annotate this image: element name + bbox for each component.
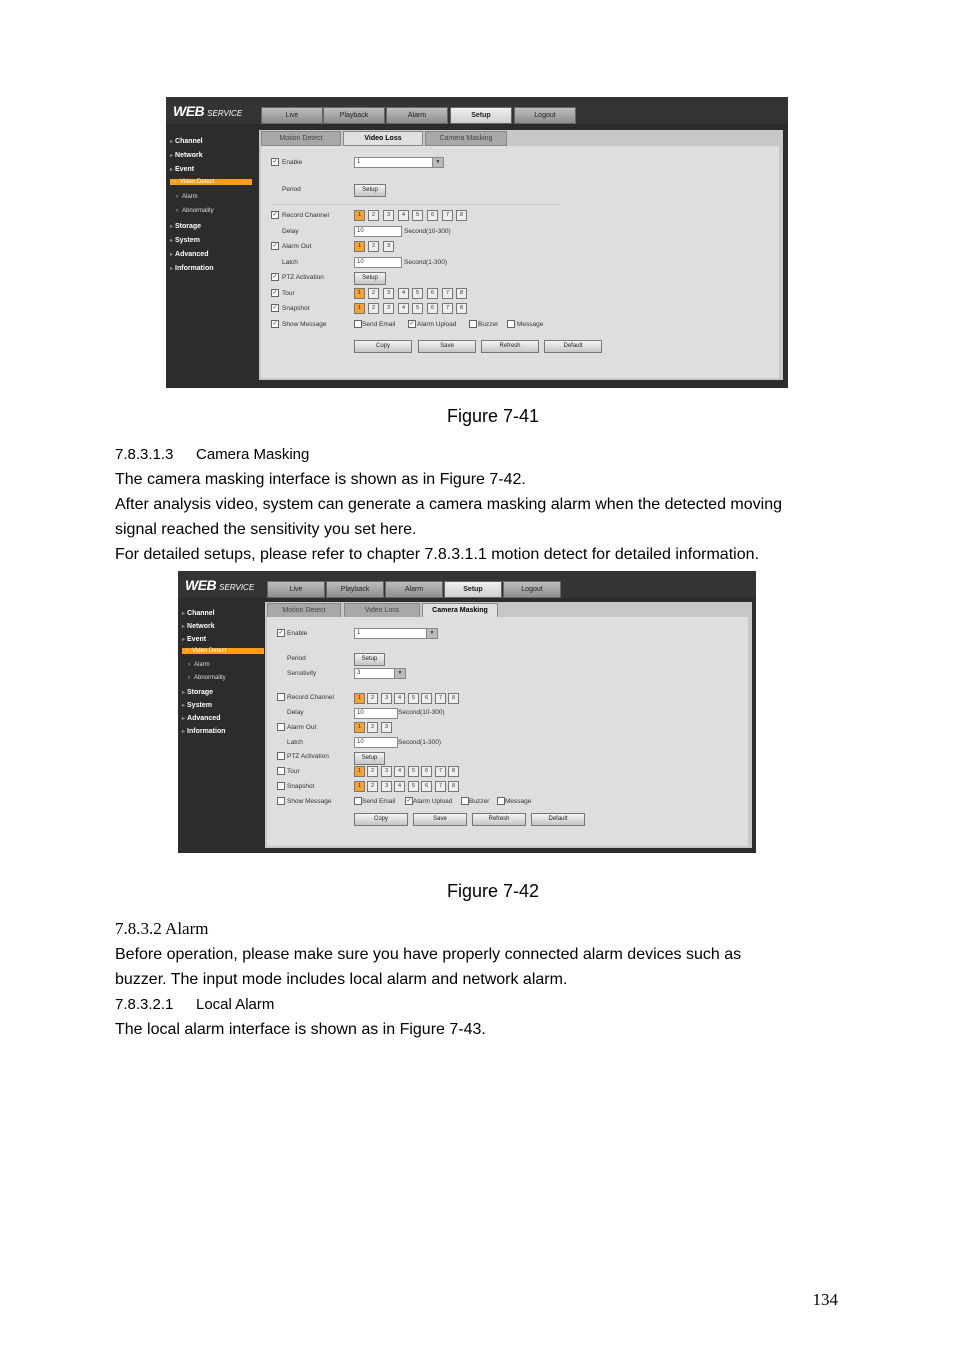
paragraph: buzzer. The input mode includes local alarm and network alarm. bbox=[115, 971, 568, 988]
sidebar-item-alarm[interactable]: › Alarm bbox=[176, 194, 198, 200]
tab-live[interactable]: Live bbox=[261, 107, 323, 124]
message-checkbox[interactable] bbox=[507, 320, 515, 328]
tour-label: Tour bbox=[287, 768, 300, 775]
snapshot-box[interactable]: 8 bbox=[448, 781, 459, 792]
divider bbox=[271, 204, 561, 205]
enable-checkbox[interactable]: ✓ bbox=[278, 630, 284, 636]
snapshot-box[interactable]: 1 bbox=[354, 303, 365, 314]
ptz-activation-label: PTZ Activation bbox=[287, 753, 329, 760]
default-button[interactable]: Default bbox=[544, 340, 602, 353]
tab-setup[interactable]: Setup bbox=[444, 581, 502, 598]
enable-label: Enable bbox=[282, 159, 303, 166]
channel-box[interactable]: 6 bbox=[427, 210, 438, 221]
tab-alarm[interactable]: Alarm bbox=[386, 107, 448, 124]
alarm-out-checkbox[interactable]: ✓ bbox=[272, 243, 278, 249]
tab-playback[interactable]: Playback bbox=[326, 581, 384, 598]
snapshot-box[interactable]: 2 bbox=[367, 781, 378, 792]
snapshot-box[interactable]: 3 bbox=[381, 781, 392, 792]
snapshot-label: Snapshot bbox=[282, 305, 310, 312]
settings-panel bbox=[267, 617, 748, 846]
paragraph: Before operation, please make sure you have properly connected alarm devices such as bbox=[115, 946, 742, 963]
web-service-logo: WEB SERVICE bbox=[185, 577, 255, 593]
sidebar-item-video-detect[interactable]: › Video Detect bbox=[170, 179, 252, 185]
tour-box[interactable]: 2 bbox=[367, 766, 378, 777]
enable-select[interactable]: 1 ▼ bbox=[354, 628, 438, 639]
subtab-camera-masking[interactable]: Camera Masking bbox=[425, 131, 507, 146]
figure-7-42-screenshot bbox=[178, 571, 756, 853]
refresh-button[interactable]: Refresh bbox=[472, 813, 526, 826]
alarm-out-box[interactable]: 1 bbox=[354, 722, 365, 733]
save-button[interactable]: Save bbox=[418, 340, 476, 353]
alarm-upload-label: Alarm Upload bbox=[417, 321, 457, 328]
tour-checkbox[interactable]: ✓ bbox=[272, 290, 278, 296]
sidebar-item-video-detect[interactable]: › Video Detect bbox=[182, 648, 264, 654]
send-email-label: Send Email bbox=[362, 798, 396, 805]
channel-box[interactable]: 1 bbox=[354, 210, 365, 221]
latch-input[interactable]: 10 bbox=[354, 737, 398, 748]
delay-input[interactable]: 10 bbox=[354, 226, 402, 237]
tour-box[interactable]: 4 bbox=[394, 766, 405, 777]
sidebar-item-system[interactable]: ▸ System bbox=[170, 237, 200, 244]
enable-checkbox[interactable]: ✓ bbox=[272, 159, 278, 165]
channel-box[interactable]: 4 bbox=[398, 210, 409, 221]
tour-label: Tour bbox=[282, 290, 295, 297]
alarm-out-checkbox[interactable] bbox=[277, 723, 285, 731]
tab-logout[interactable]: Logout bbox=[514, 107, 576, 124]
page-number: 134 bbox=[812, 1290, 838, 1309]
figure-caption-7-42: Figure 7-42 bbox=[446, 881, 540, 901]
latch-unit: Second(1-300) bbox=[398, 739, 441, 746]
sidebar-item-information[interactable]: ▸ Information bbox=[170, 265, 214, 272]
latch-unit: Second(1-300) bbox=[404, 259, 447, 266]
message-label: Message bbox=[505, 798, 532, 805]
sidebar-item-network[interactable]: ▸ Network bbox=[182, 623, 215, 630]
show-message-label: Show Message bbox=[282, 321, 327, 328]
buzzer-label: Buzzer bbox=[469, 798, 490, 805]
show-message-label: Show Message bbox=[287, 798, 332, 805]
enable-label: Enable bbox=[287, 630, 308, 637]
tab-live[interactable]: Live bbox=[267, 581, 325, 598]
sidebar-item-storage[interactable]: ▸ Storage bbox=[182, 689, 213, 696]
enable-select[interactable]: 1 ▼ bbox=[354, 157, 444, 168]
tour-box[interactable]: 2 bbox=[368, 288, 379, 299]
copy-button[interactable]: Copy bbox=[354, 340, 412, 353]
sidebar-item-alarm[interactable]: › Alarm bbox=[188, 662, 210, 668]
channel-box[interactable]: 2 bbox=[368, 210, 379, 221]
latch-label: Latch bbox=[287, 739, 303, 746]
web-service-logo: WEB SERVICE bbox=[173, 103, 243, 119]
snapshot-box[interactable]: 8 bbox=[456, 303, 467, 314]
snapshot-label: Snapshot bbox=[287, 783, 315, 790]
tour-box[interactable]: 3 bbox=[381, 766, 392, 777]
sidebar-item-channel[interactable]: ▸ Channel bbox=[170, 138, 203, 145]
channel-box[interactable]: 2 bbox=[367, 693, 378, 704]
latch-label: Latch bbox=[282, 259, 298, 266]
tab-logout[interactable]: Logout bbox=[503, 581, 561, 598]
snapshot-box[interactable]: 7 bbox=[442, 303, 453, 314]
channel-box[interactable]: 7 bbox=[442, 210, 453, 221]
subtab-motion-detect[interactable]: Motion Detect bbox=[261, 131, 341, 146]
ptz-setup-button[interactable]: Setup bbox=[354, 272, 386, 285]
record-channel-label: Record Channel bbox=[287, 694, 334, 701]
tour-box[interactable]: 8 bbox=[448, 766, 459, 777]
subtab-motion-detect[interactable]: Motion Detect bbox=[267, 603, 341, 618]
sidebar-item-abnormality[interactable]: › Abnormality bbox=[176, 208, 214, 214]
ptz-activation-checkbox[interactable] bbox=[277, 752, 285, 760]
paragraph: After analysis video, system can generate a camera masking alarm when the detected moving bbox=[115, 496, 782, 513]
alarm-out-box[interactable]: 3 bbox=[381, 722, 392, 733]
sidebar-item-event[interactable]: ▸ Event bbox=[182, 636, 206, 643]
delay-label: Delay bbox=[287, 709, 304, 716]
ptz-setup-button[interactable]: Setup bbox=[354, 752, 385, 765]
delay-unit: Second(10-300) bbox=[404, 228, 451, 235]
snapshot-box[interactable]: 7 bbox=[435, 781, 446, 792]
default-button[interactable]: Default bbox=[531, 813, 585, 826]
buzzer-label: Buzzer bbox=[478, 321, 499, 328]
copy-button[interactable]: Copy bbox=[354, 813, 408, 826]
tour-box[interactable]: 1 bbox=[354, 766, 365, 777]
message-checkbox[interactable] bbox=[497, 797, 505, 805]
alarm-upload-checkbox[interactable]: ✓ bbox=[409, 321, 415, 327]
alarm-out-box[interactable]: 2 bbox=[367, 722, 378, 733]
tab-setup[interactable]: Setup bbox=[450, 107, 512, 124]
content-area bbox=[259, 130, 783, 380]
subtab-camera-masking[interactable]: Camera Masking bbox=[422, 603, 498, 618]
channel-box[interactable]: 8 bbox=[448, 693, 459, 704]
tour-box[interactable]: 7 bbox=[435, 766, 446, 777]
sidebar-item-storage[interactable]: ▸ Storage bbox=[170, 223, 201, 230]
tour-box[interactable]: 1 bbox=[354, 288, 365, 299]
alarm-out-label: Alarm Out bbox=[287, 724, 317, 731]
sidebar-item-network[interactable]: ▸ Network bbox=[170, 152, 203, 159]
tour-box[interactable]: 6 bbox=[421, 766, 432, 777]
channel-box[interactable]: 4 bbox=[394, 693, 405, 704]
paragraph: The camera masking interface is shown as in Figure 7-42. bbox=[115, 471, 526, 488]
tour-box[interactable]: 5 bbox=[408, 766, 419, 777]
sidebar-item-event[interactable]: ▸ Event bbox=[170, 166, 194, 173]
snapshot-checkbox[interactable]: ✓ bbox=[272, 305, 278, 311]
subtab-video-loss[interactable]: Video Loss bbox=[344, 603, 420, 618]
message-label: Message bbox=[517, 321, 544, 328]
record-channel-checkbox[interactable] bbox=[277, 693, 285, 701]
delay-input[interactable]: 10 bbox=[354, 708, 398, 719]
ptz-activation-label: PTZ Activation bbox=[282, 274, 324, 281]
sidebar-item-advanced[interactable]: ▸ Advanced bbox=[170, 251, 208, 258]
snapshot-box[interactable]: 6 bbox=[421, 781, 432, 792]
send-email-checkbox[interactable] bbox=[354, 320, 362, 328]
chevron-down-icon: ▼ bbox=[432, 158, 443, 167]
snapshot-checkbox[interactable] bbox=[277, 782, 285, 790]
send-email-label: Send Email bbox=[362, 321, 396, 328]
chevron-down-icon: ▼ bbox=[394, 669, 405, 678]
sidebar-item-system[interactable]: ▸ System bbox=[182, 702, 212, 709]
alarm-out-box[interactable]: 2 bbox=[368, 241, 379, 252]
channel-box[interactable]: 7 bbox=[435, 693, 446, 704]
chevron-down-icon: ▼ bbox=[426, 629, 437, 638]
channel-box[interactable]: 6 bbox=[421, 693, 432, 704]
snapshot-box[interactable]: 4 bbox=[398, 303, 409, 314]
subtab-video-loss[interactable]: Video Loss bbox=[343, 131, 423, 146]
snapshot-box[interactable]: 3 bbox=[383, 303, 394, 314]
buzzer-checkbox[interactable] bbox=[469, 320, 477, 328]
alarm-out-box[interactable]: 1 bbox=[354, 241, 365, 252]
sensitivity-select[interactable]: 3 ▼ bbox=[354, 668, 406, 679]
delay-unit: Second(10-300) bbox=[398, 709, 445, 716]
tour-box[interactable]: 3 bbox=[383, 288, 394, 299]
tab-alarm[interactable]: Alarm bbox=[385, 581, 443, 598]
alarm-upload-checkbox[interactable]: ✓ bbox=[406, 798, 412, 804]
alarm-upload-label: Alarm Upload bbox=[413, 798, 453, 805]
tour-box[interactable]: 7 bbox=[442, 288, 453, 299]
channel-box[interactable]: 1 bbox=[354, 693, 365, 704]
snapshot-box[interactable]: 5 bbox=[408, 781, 419, 792]
record-channel-label: Record Channel bbox=[282, 212, 329, 219]
sidebar-item-abnormality[interactable]: › Abnormality bbox=[188, 675, 226, 681]
paragraph: signal reached the sensitivity you set here. bbox=[115, 521, 417, 538]
period-label: Period bbox=[287, 655, 306, 662]
figure-caption-7-41: Figure 7-41 bbox=[446, 406, 540, 426]
snapshot-box[interactable]: 6 bbox=[427, 303, 438, 314]
snapshot-box[interactable]: 5 bbox=[412, 303, 423, 314]
paragraph: The local alarm interface is shown as in Figure 7-43. bbox=[115, 1021, 486, 1038]
channel-box[interactable]: 8 bbox=[456, 210, 467, 221]
sidebar-item-advanced[interactable]: ▸ Advanced bbox=[182, 715, 220, 722]
send-email-checkbox[interactable] bbox=[354, 797, 362, 805]
refresh-button[interactable]: Refresh bbox=[481, 340, 539, 353]
paragraph: For detailed setups, please refer to chapter 7.8.3.1.1 motion detect for detailed information. bbox=[115, 546, 759, 563]
section-heading-local-alarm: 7.8.3.2.1 Local Alarm bbox=[115, 996, 275, 1013]
period-setup-button[interactable]: Setup bbox=[354, 653, 385, 666]
ptz-activation-checkbox[interactable]: ✓ bbox=[272, 274, 278, 280]
show-message-checkbox[interactable] bbox=[277, 797, 285, 805]
latch-input[interactable]: 10 bbox=[354, 257, 402, 268]
snapshot-box[interactable]: 1 bbox=[354, 781, 365, 792]
channel-box[interactable]: 5 bbox=[408, 693, 419, 704]
show-message-checkbox[interactable]: ✓ bbox=[272, 321, 278, 327]
save-button[interactable]: Save bbox=[413, 813, 467, 826]
section-heading-camera-masking: 7.8.3.1.3 Camera Masking bbox=[115, 446, 310, 463]
period-setup-button[interactable]: Setup bbox=[354, 184, 386, 197]
channel-box[interactable]: 3 bbox=[381, 693, 392, 704]
sidebar-item-channel[interactable]: ▸ Channel bbox=[182, 610, 215, 617]
alarm-out-box[interactable]: 3 bbox=[383, 241, 394, 252]
settings-panel bbox=[261, 146, 779, 378]
tour-box[interactable]: 5 bbox=[412, 288, 423, 299]
record-channel-checkbox[interactable]: ✓ bbox=[272, 212, 278, 218]
content-area bbox=[265, 602, 752, 848]
channel-box[interactable]: 3 bbox=[383, 210, 394, 221]
figure-7-41-screenshot bbox=[166, 97, 788, 388]
alarm-out-label: Alarm Out bbox=[282, 243, 312, 250]
tour-box[interactable]: 4 bbox=[398, 288, 409, 299]
tour-box[interactable]: 6 bbox=[427, 288, 438, 299]
sidebar-item-information[interactable]: ▸ Information bbox=[182, 728, 226, 735]
channel-box[interactable]: 5 bbox=[412, 210, 423, 221]
snapshot-box[interactable]: 2 bbox=[368, 303, 379, 314]
snapshot-box[interactable]: 4 bbox=[394, 781, 405, 792]
period-label: Period bbox=[282, 186, 301, 193]
tour-checkbox[interactable] bbox=[277, 767, 285, 775]
delay-label: Delay bbox=[282, 228, 299, 235]
section-heading-alarm: 7.8.3.2 Alarm bbox=[115, 919, 209, 938]
tour-box[interactable]: 8 bbox=[456, 288, 467, 299]
buzzer-checkbox[interactable] bbox=[461, 797, 469, 805]
sensitivity-label: Sensitivity bbox=[287, 670, 317, 677]
tab-playback[interactable]: Playback bbox=[323, 107, 385, 124]
